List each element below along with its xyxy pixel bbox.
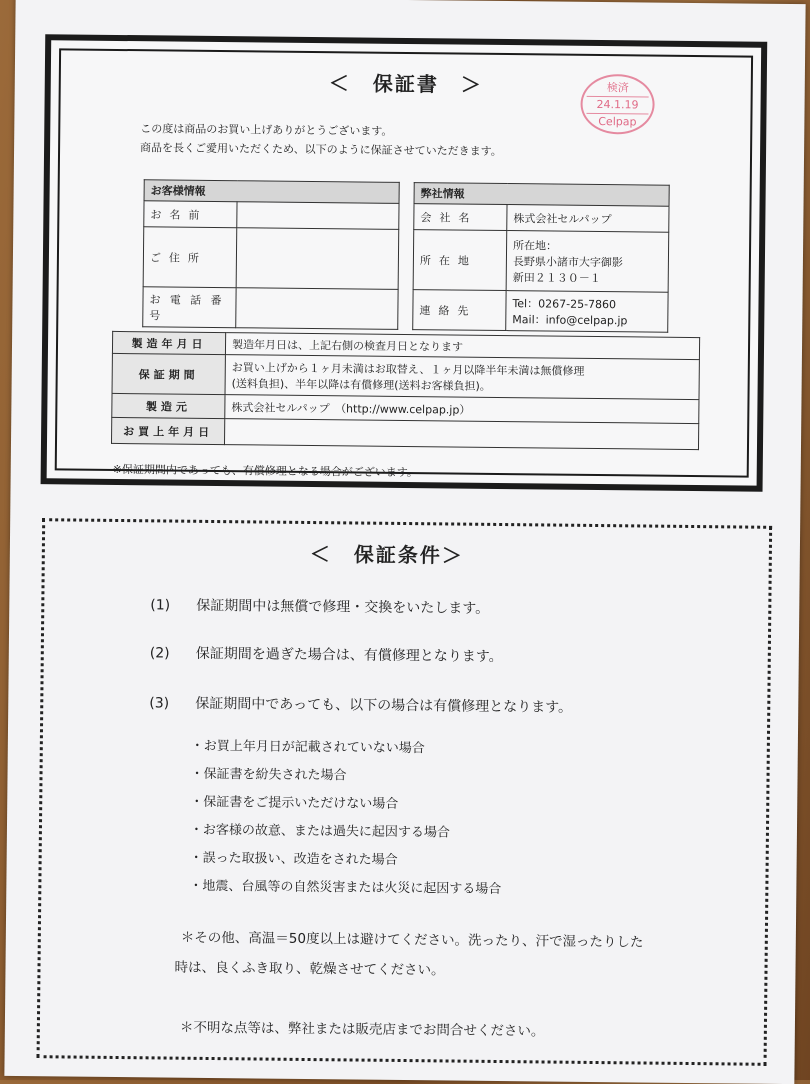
manufacturer-label: 製造元 xyxy=(112,393,225,418)
condition-bullet: ・保証書を紛失された場合 xyxy=(190,766,347,784)
company-contact-label: 連絡先 xyxy=(413,290,506,331)
warranty-period-line-2: (送料負担)、半年以降は有償修理(送料お客様負担)。 xyxy=(231,376,491,393)
company-info-header: 弊社情報 xyxy=(414,183,669,207)
customer-phone-label: お電話番号 xyxy=(143,287,236,328)
warranty-intro xyxy=(140,119,502,161)
customer-address-field[interactable] xyxy=(236,228,399,290)
intro-line-1: この度は商品のお買い上げありがとうございます。 xyxy=(140,122,393,138)
conditions-box xyxy=(37,518,773,1066)
company-address-value xyxy=(506,231,669,293)
condition-item xyxy=(149,692,572,716)
mfg-date-label: 製造年月日 xyxy=(112,331,225,354)
purchase-date-label: お買上年月日 xyxy=(111,417,224,444)
warranty-card xyxy=(41,34,768,492)
condition-number: (3) xyxy=(149,695,170,712)
company-info-table xyxy=(412,182,670,333)
inspection-stamp xyxy=(580,74,655,135)
manufacturer-value: 株式会社セルパップ （http://www.celpap.jp） xyxy=(225,395,699,424)
company-tel: Tel：0267-25-7860 xyxy=(512,296,617,311)
extra-note-line-2: 時は、良くふき取り、乾燥させてください。 xyxy=(174,959,445,979)
warranty-period-label: 保証期間 xyxy=(112,353,225,394)
warranty-title: ＜ 保証書 ＞ xyxy=(328,71,483,97)
customer-info-header: お客様情報 xyxy=(144,180,399,204)
intro-line-2: 商品を長くご愛用いただくため、以下のように保証させていただきます。 xyxy=(140,141,502,158)
condition-bullet: ・地震、台風等の自然災害または火災に起因する場合 xyxy=(189,878,502,898)
condition-number: (2) xyxy=(149,645,170,662)
warranty-period-value xyxy=(225,355,699,400)
customer-info-table xyxy=(142,179,400,330)
stamp-bottom: Celpap xyxy=(598,115,637,129)
extra-note xyxy=(174,923,741,989)
company-address-line-3: 新田２１３０－１ xyxy=(512,270,601,285)
company-contact-value xyxy=(506,291,668,333)
company-name-label: 会社名 xyxy=(414,204,507,231)
customer-name-field[interactable] xyxy=(237,202,399,230)
condition-text: 保証期間を過ぎた場合は、有償修理となります。 xyxy=(195,645,503,666)
warranty-note: ※保証期間内であっても、有償修理となる場合がございます。 xyxy=(112,462,419,480)
company-address-line-2: 長野県小諸市大字御影 xyxy=(512,254,623,269)
condition-item xyxy=(150,594,489,618)
stamp-date: 24.1.19 xyxy=(586,96,648,115)
condition-item xyxy=(150,642,503,666)
stamp-top: 検済 xyxy=(606,81,629,95)
condition-bullet: ・お客様の故意、または過失に起因する場合 xyxy=(189,822,451,841)
company-name-value: 株式会社セルパップ xyxy=(507,205,669,233)
company-address-line-1: 所在地： xyxy=(513,238,558,253)
customer-name-label: お名前 xyxy=(144,201,237,228)
extra-note-line-1: ＊その他、高温＝50度以上は避けてください。洗ったり、汗で湿ったりした xyxy=(180,929,644,951)
condition-bullet: ・保証書をご提示いただけない場合 xyxy=(190,794,399,812)
customer-address-label: ご住所 xyxy=(143,227,237,288)
warranty-paper xyxy=(4,0,805,1084)
warranty-details-table xyxy=(111,331,700,450)
purchase-date-field[interactable] xyxy=(224,419,698,450)
customer-phone-field[interactable] xyxy=(236,288,398,330)
condition-number: (1) xyxy=(150,597,171,614)
condition-text: 保証期間中は無償で修理・交換をいたします。 xyxy=(196,597,490,617)
condition-text: 保証期間中であっても、以下の場合は有償修理となります。 xyxy=(195,695,573,716)
condition-bullet: ・誤った取扱い、改造をされた場合 xyxy=(189,850,398,868)
warranty-period-line-1: お買い上げから１ヶ月未満はお取替え、１ヶ月以降半年未満は無償修理 xyxy=(231,360,585,378)
mfg-date-value: 製造年月日は、上記右側の検査月日となります xyxy=(225,333,699,360)
company-address-label: 所在地 xyxy=(413,230,507,291)
contact-note: ＊不明な点等は、弊社または販売店までお問合せください。 xyxy=(179,1019,545,1040)
condition-bullet: ・お買上年月日が記載されていない場合 xyxy=(190,738,425,757)
company-mail: Mail：info@celpap.jp xyxy=(512,312,628,327)
conditions-title: ＜ 保証条件＞ xyxy=(309,542,464,568)
